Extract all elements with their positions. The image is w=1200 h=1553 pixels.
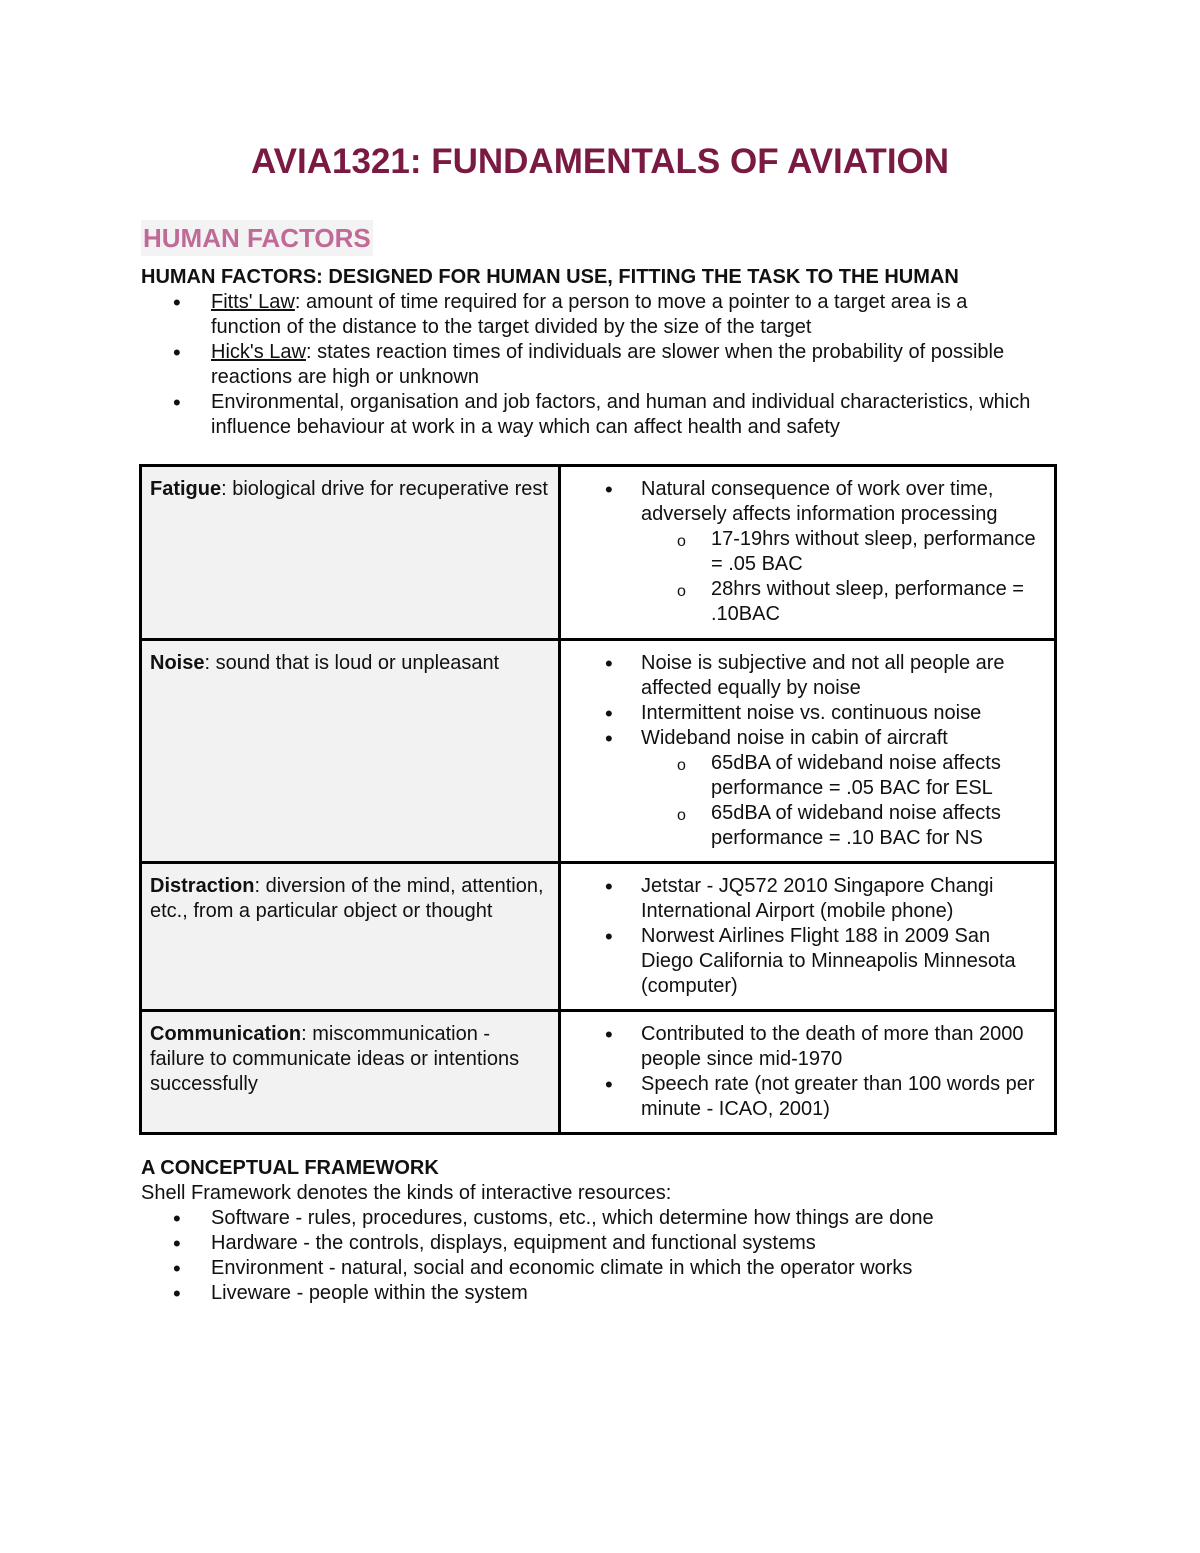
table-cell-term (141, 863, 560, 1011)
list-item (561, 924, 1046, 999)
definition-noise: : sound that is loud or unpleasant (204, 652, 500, 674)
bullet-text: Contributed to the death of more than 2000 people since mid-1970 (641, 1023, 1024, 1070)
table-cell-details (560, 1011, 1056, 1134)
list-item (561, 651, 1046, 701)
human-factors-table (139, 464, 1057, 1135)
definition-distraction: : diversion of the mind, attention, etc., from a particular object or thought (150, 875, 544, 922)
table-row (141, 466, 1056, 640)
list-item (141, 1281, 1041, 1306)
hicks-law-text: : states reaction times of individuals are slower when the probability of possible reactions are high or unknown (211, 341, 1005, 388)
table-cell-term (141, 640, 560, 863)
table-row (141, 1011, 1056, 1134)
list-item (561, 874, 1046, 924)
framework-environment: Environment - natural, social and economic climate in which the operator works (211, 1257, 913, 1279)
page-title: AVIA1321: FUNDAMENTALS OF AVIATION (250, 142, 950, 181)
sub-bullet-text: 28hrs without sleep, performance = .10BAC (711, 578, 1024, 625)
human-factors-subheading: HUMAN FACTORS: DESIGNED FOR HUMAN USE, FITTING THE TASK TO THE HUMAN (141, 266, 959, 288)
sub-list-item (641, 801, 1046, 851)
human-factors-list (141, 290, 1041, 440)
bullet-text: Norwest Airlines Flight 188 in 2009 San Diego California to Minneapolis Minnesota (computer) (641, 925, 1016, 997)
sub-bullet-text: 17-19hrs without sleep, performance = .05 BAC (711, 528, 1036, 575)
list-item (561, 1072, 1046, 1122)
term-communication: Communication (150, 1023, 302, 1045)
table-row (141, 863, 1056, 1011)
list-item (141, 1256, 1041, 1281)
table-cell-details (560, 640, 1056, 863)
framework-heading: A CONCEPTUAL FRAMEWORK (141, 1157, 439, 1179)
framework-software: Software - rules, procedures, customs, etc., which determine how things are done (211, 1207, 934, 1229)
definition-communication: : miscommunication - failure to communicate ideas or intentions successfully (150, 1023, 520, 1095)
sub-list-item (641, 751, 1046, 801)
sub-list-item (641, 577, 1046, 627)
fitts-law-term: Fitts' Law (211, 291, 295, 313)
list-item (561, 701, 1046, 726)
sub-list-item (641, 527, 1046, 577)
list-item (141, 290, 1041, 340)
section-heading-human-factors: HUMAN FACTORS (141, 220, 373, 256)
table-cell-details (560, 863, 1056, 1011)
bullet-text: Speech rate (not greater than 100 words per minute - ICAO, 2001) (641, 1073, 1035, 1120)
bullet-text: Natural consequence of work over time, adversely affects information processing (641, 478, 998, 525)
bullet-text: Jetstar - JQ572 2010 Singapore Changi International Airport (mobile phone) (641, 875, 994, 922)
table-row (141, 640, 1056, 863)
list-item (141, 1206, 1041, 1231)
framework-intro: Shell Framework denotes the kinds of interactive resources: (141, 1182, 672, 1204)
bullet-text: Intermittent noise vs. continuous noise (641, 702, 982, 724)
hicks-law-term: Hick's Law (211, 341, 306, 363)
sub-bullet-text: 65dBA of wideband noise affects performance = .05 BAC for ESL (711, 752, 1001, 799)
table-cell-term (141, 1011, 560, 1134)
framework-hardware: Hardware - the controls, displays, equipment and functional systems (211, 1232, 816, 1254)
fitts-law-text: : amount of time required for a person to move a pointer to a target area is a function of the distance to the target divided by the size of the target (211, 291, 968, 338)
definition-fatigue: : biological drive for recuperative rest (221, 478, 548, 500)
list-item (561, 1022, 1046, 1072)
sub-bullet-text: 65dBA of wideband noise affects performance = .10 BAC for NS (711, 802, 1001, 849)
list-item (141, 1231, 1041, 1256)
term-noise: Noise (150, 652, 205, 674)
list-item (141, 390, 1041, 440)
list-item (561, 726, 1046, 851)
term-distraction: Distraction (150, 875, 255, 897)
framework-list (141, 1206, 1041, 1306)
bullet-text: Noise is subjective and not all people are affected equally by noise (641, 652, 1005, 699)
list-item (561, 477, 1046, 627)
framework-liveware: Liveware - people within the system (211, 1282, 528, 1304)
bullet-text: Wideband noise in cabin of aircraft (641, 727, 948, 749)
environmental-factors-text: Environmental, organisation and job factors, and human and individual characteristics, which influence behaviour at work in a way which can affect health and safety (211, 391, 1031, 438)
term-fatigue: Fatigue (150, 478, 222, 500)
list-item (141, 340, 1041, 390)
table-cell-term (141, 466, 560, 640)
table-cell-details (560, 466, 1056, 640)
